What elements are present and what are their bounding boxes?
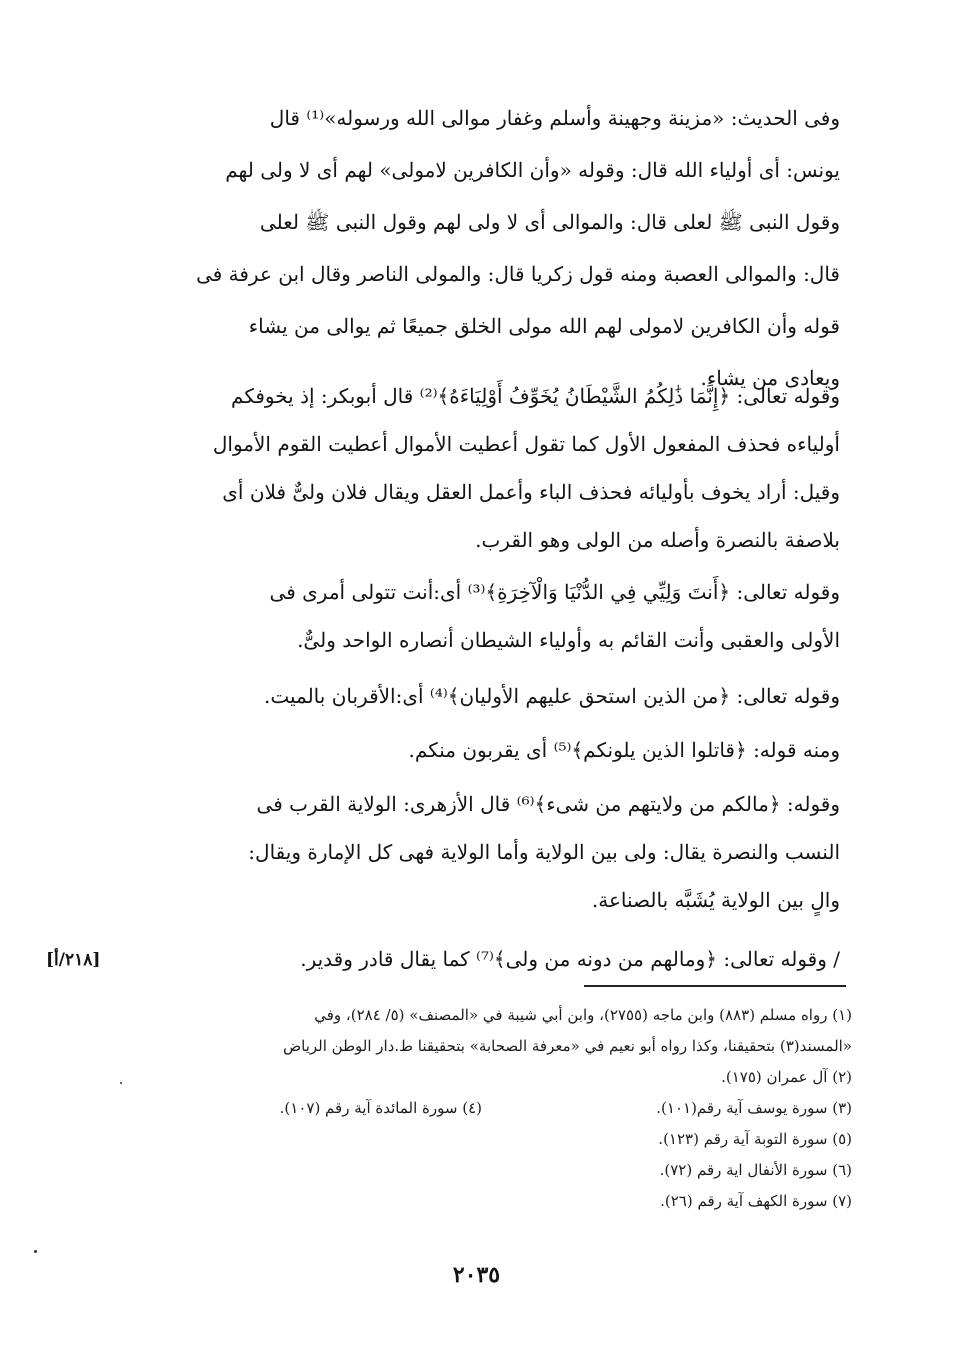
paragraph-4 <box>128 672 840 720</box>
footnote-1-line-2: «المسند(٣) بتحقيقنا، وكذا رواه أبو نعيم في «معرفة الصحابة» بتحقيقنا ط.دار الوطن الرياض <box>283 1037 852 1055</box>
footnote-6: (٦) سورة الأنفال اية رقم (٧٢). <box>659 1161 852 1179</box>
text-line: ويعادى من يشاء. <box>700 366 840 390</box>
footnote-5: (٥) سورة التوبة آية رقم (١٢٣). <box>658 1130 852 1148</box>
text-line: قوله وأن الكافرين لامولى لهم الله مولى الخلق جميعًا ثم يوالى من يشاء <box>248 314 840 338</box>
text-line: والٍ بين الولاية يُشَبَّه بالصناعة. <box>591 888 840 912</box>
text-line: وقوله تعالى: ﴿من الذين استحق عليهم الأوليان﴾⁽⁴⁾ أى:الأقربان بالميت. <box>263 684 840 708</box>
paragraph-3 <box>128 568 840 664</box>
text-line: وقوله تعالى: ﴿إِنَّمَا ذَٰلِكُمُ الشَّيْطَانُ يُخَوِّفُ أَوْلِيَاءَهُ﴾⁽²⁾ قال أبوبكر: إذ يخوفكم <box>231 384 840 408</box>
footnote-3: (٣) سورة يوسف آية رقم(١٠١). <box>656 1099 852 1117</box>
paragraph-6 <box>128 780 840 924</box>
paragraph-7 <box>128 935 840 983</box>
footnote-7: (٧) سورة الكهف آية رقم (٢٦). <box>660 1192 852 1210</box>
text-line: النسب والنصرة يقال: ولى بين الولاية وأما الولاية فهى كل الإمارة ويقال: <box>248 840 840 864</box>
text-line: وقوله تعالى: ﴿أَنتَ وَلِيِّي فِي الدُّنْيَا وَالْآخِرَةِ﴾⁽³⁾ أى:أنت تتولى أمرى فى <box>269 580 840 604</box>
footnote-4: (٤) سورة المائدة آية رقم (١٠٧). <box>279 1099 482 1117</box>
footnote-separator <box>584 985 846 987</box>
text-line: / وقوله تعالى: ﴿ومالهم من دونه من ولى﴾⁽⁷⁾ كما يقال قادر وقدير. <box>300 947 840 971</box>
footnote-1-line-1: (١) رواه مسلم (٨٨٣) وابن ماجه (٢٧٥٥)، وابن أبي شيبة في «المصنف» (٥/ ٢٨٤)، وفي <box>314 1006 852 1024</box>
paragraph-5 <box>128 726 840 774</box>
text-line: الأولى والعقبى وأنت القائم به وأولياء الشيطان أنصاره الواحد ولىٌّ. <box>297 628 840 652</box>
text-line: وفى الحديث: «مزينة وجهينة وأسلم وغفار موالى الله ورسوله»⁽¹⁾ قال <box>269 106 840 130</box>
scan-speck <box>120 1082 122 1084</box>
manuscript-margin-reference: [٢١٨/أ] <box>46 950 101 970</box>
text-line: وقيل: أراد يخوف بأوليائه فحذف الباء وأعمل العقل ويقال فلان ولىٌّ فلان أى <box>222 480 840 504</box>
text-line: قال: والموالى العصبة ومنه قول زكريا قال: والمولى الناصر وقال ابن عرفة فى <box>196 262 840 286</box>
text-line: أولياءه فحذف المفعول الأول كما تقول أعطيت الأموال أعطيت القوم الأموال <box>212 432 840 456</box>
page-number: ٢٠٣٥ <box>452 1262 501 1288</box>
text-line: ومنه قوله: ﴿قاتلوا الذين يلونكم﴾⁽⁵⁾ أى يقربون منكم. <box>408 738 840 762</box>
footnote-row <box>140 1093 852 1124</box>
footnote-2: (٢) آل عمران (١٧٥). <box>721 1068 852 1086</box>
text-line: وقوله: ﴿مالكم من ولايتهم من شىء﴾⁽⁶⁾ قال الأزهرى: الولاية القرب فى <box>256 792 840 816</box>
text-line: وقول النبى ﷺ لعلى قال: والموالى أى لا ولى لهم وقول النبى ﷺ لعلى <box>259 210 840 234</box>
paragraph-1 <box>128 92 840 404</box>
paragraph-2 <box>128 372 840 564</box>
scan-speck <box>34 1250 37 1253</box>
text-line: بلاصفة بالنصرة وأصله من الولى وهو القرب. <box>475 528 840 552</box>
footnotes <box>140 1000 852 1217</box>
text-line: يونس: أى أولياء الله قال: وقوله «وأن الكافرين لامولى» لهم أى لا ولى لهم <box>225 158 840 182</box>
